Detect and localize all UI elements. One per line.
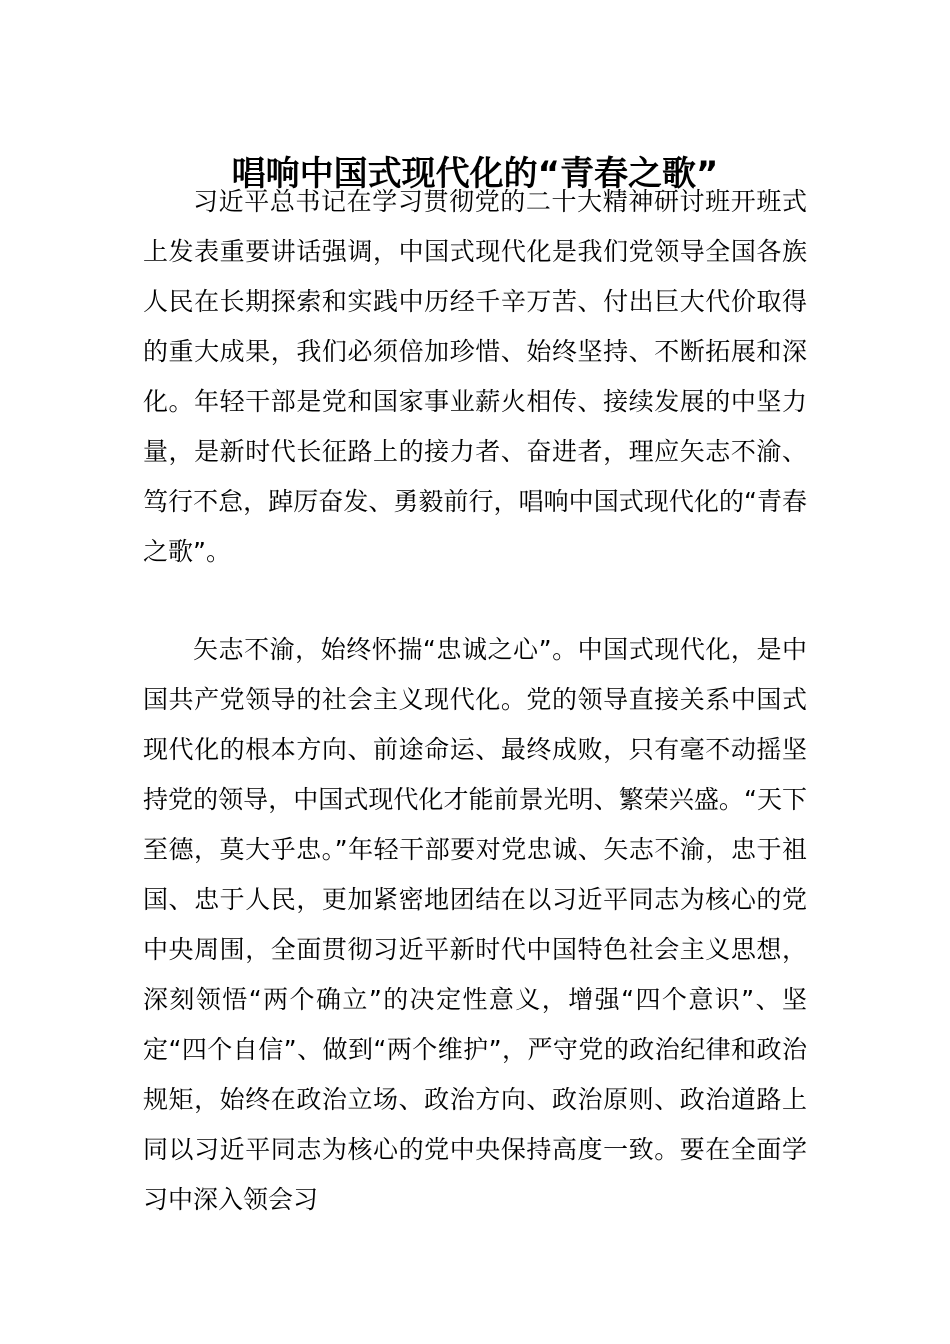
paragraph-loyalty: 矢志不渝，始终怀揣“忠诚之心”。中国式现代化，是中国共产党领导的社会主义现代化。党的领导直接关系中国式现代化的根本方向、前途命运、最终成败，只有毫不动摇坚持党的领导，中国式现代化才能前景光明、繁荣兴盛。“天下至德，莫大乎忠。”年轻干部要对党忠诚、矢志不渝，忠于祖国、忠于人民，更加紧密地团结在以习近平同志为核心的党中央周围，全面贯彻习近平新时代中国特色社会主义思想，深刻领悟“两个确立”的决定性意义，增强“四个意识”、坚定“四个自信”、做到“两个维护”，严守党的政治纪律和政治规矩，始终在政治立场、政治方向、政治原则、政治道路上同以习近平同志为核心的党中央保持高度一致。要在全面学习中深入领会习	[143, 635, 807, 1214]
document-title: 唱响中国式现代化的“青春之歌”	[231, 153, 719, 194]
paragraph-intro: 习近平总书记在学习贯彻党的二十大精神研讨班开班式上发表重要讲话强调，中国式现代化是我们党领导全国各族人民在长期探索和实践中历经千辛万苦、付出巨大代价取得的重大成果，我们必须倍加珍惜、始终坚持、不断拓展和深化。年轻干部是党和国家事业薪火相传、接续发展的中坚力量，是新时代长征路上的接力者、奋进者，理应矢志不渝、笃行不怠，踔厉奋发、勇毅前行，唱响中国式现代化的“青春之歌”。	[143, 187, 807, 566]
